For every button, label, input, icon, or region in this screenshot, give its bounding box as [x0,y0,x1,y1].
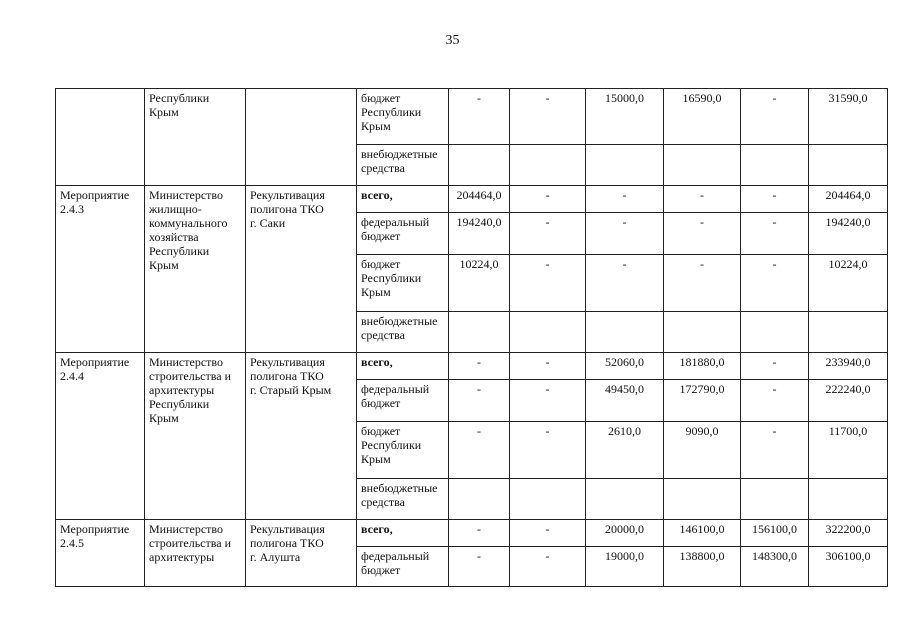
value-cell: - [741,89,809,145]
table-row [56,186,888,213]
value-cell [664,145,741,186]
value-cell: - [449,520,510,547]
value-cell: 9090,0 [664,422,741,479]
funding-source-cell: бюджет Республики Крым [357,89,449,145]
value-cell: - [510,89,586,145]
object-cell: Рекультивация полигона ТКО г. Алушта [246,520,357,587]
value-cell: 222240,0 [809,380,888,422]
value-cell: 31590,0 [809,89,888,145]
value-cell [510,312,586,353]
event-cell [56,89,145,186]
value-cell: 322200,0 [809,520,888,547]
funding-source-cell: внебюджетные средства [357,312,449,353]
value-cell: 52060,0 [586,353,664,380]
value-cell: - [449,89,510,145]
value-cell: 233940,0 [809,353,888,380]
value-cell [741,479,809,520]
funding-source-cell: всего, [357,520,449,547]
value-cell: - [510,422,586,479]
value-cell [809,479,888,520]
value-cell: - [741,186,809,213]
funding-table [55,88,888,587]
value-cell: - [510,353,586,380]
value-cell [809,312,888,353]
value-cell: - [741,422,809,479]
value-cell: 194240,0 [449,213,510,255]
value-cell: - [741,353,809,380]
funding-source-cell: всего, [357,186,449,213]
value-cell [586,312,664,353]
value-cell: 10224,0 [809,255,888,312]
value-cell: - [449,422,510,479]
object-cell: Рекультивация полигона ТКО г. Саки [246,186,357,353]
funding-source-cell: внебюджетные средства [357,479,449,520]
value-cell [664,479,741,520]
value-cell: - [510,380,586,422]
funding-source-cell: бюджет Республики Крым [357,255,449,312]
value-cell: - [664,186,741,213]
value-cell [586,479,664,520]
page-number: 35 [445,33,460,48]
value-cell: 204464,0 [809,186,888,213]
table-row [56,520,888,547]
value-cell: - [510,547,586,587]
value-cell: - [510,520,586,547]
value-cell: 11700,0 [809,422,888,479]
funding-source-cell: федеральный бюджет [357,213,449,255]
value-cell: - [510,186,586,213]
funding-source-cell: федеральный бюджет [357,380,449,422]
value-cell [449,145,510,186]
value-cell [809,145,888,186]
value-cell: 148300,0 [741,547,809,587]
value-cell [664,312,741,353]
event-cell: Мероприятие 2.4.4 [56,353,145,520]
value-cell [586,145,664,186]
ministry-cell: Республики Крым [145,89,246,186]
event-cell: Мероприятие 2.4.5 [56,520,145,587]
ministry-cell: Министерство жилищно- коммунального хозяйства Республики Крым [145,186,246,353]
value-cell: 138800,0 [664,547,741,587]
value-cell: 10224,0 [449,255,510,312]
value-cell [449,479,510,520]
value-cell: - [510,213,586,255]
table-row [56,89,888,145]
funding-source-cell: федеральный бюджет [357,547,449,587]
funding-source-cell: внебюджетные средства [357,145,449,186]
ministry-cell: Министерство строительства и архитектуры [145,520,246,587]
event-cell: Мероприятие 2.4.3 [56,186,145,353]
value-cell: - [449,353,510,380]
value-cell: - [510,255,586,312]
value-cell: 172790,0 [664,380,741,422]
value-cell: - [586,186,664,213]
value-cell [741,312,809,353]
object-cell [246,89,357,186]
value-cell: 306100,0 [809,547,888,587]
funding-source-cell: всего, [357,353,449,380]
value-cell: 49450,0 [586,380,664,422]
value-cell [510,479,586,520]
ministry-cell: Министерство строительства и архитектуры Республики Крым [145,353,246,520]
value-cell: - [449,547,510,587]
value-cell: 19000,0 [586,547,664,587]
value-cell: 194240,0 [809,213,888,255]
value-cell: 204464,0 [449,186,510,213]
value-cell: 16590,0 [664,89,741,145]
value-cell: 156100,0 [741,520,809,547]
value-cell: 181880,0 [664,353,741,380]
value-cell: 2610,0 [586,422,664,479]
funding-source-cell: бюджет Республики Крым [357,422,449,479]
value-cell: - [741,255,809,312]
object-cell: Рекультивация полигона ТКО г. Старый Крым [246,353,357,520]
value-cell: 146100,0 [664,520,741,547]
value-cell: - [586,213,664,255]
value-cell: - [664,213,741,255]
value-cell: - [449,380,510,422]
value-cell: - [741,380,809,422]
table-row [56,353,888,380]
value-cell: 15000,0 [586,89,664,145]
value-cell: - [664,255,741,312]
value-cell [510,145,586,186]
value-cell: - [586,255,664,312]
value-cell [741,145,809,186]
value-cell: 20000,0 [586,520,664,547]
value-cell [449,312,510,353]
value-cell: - [741,213,809,255]
